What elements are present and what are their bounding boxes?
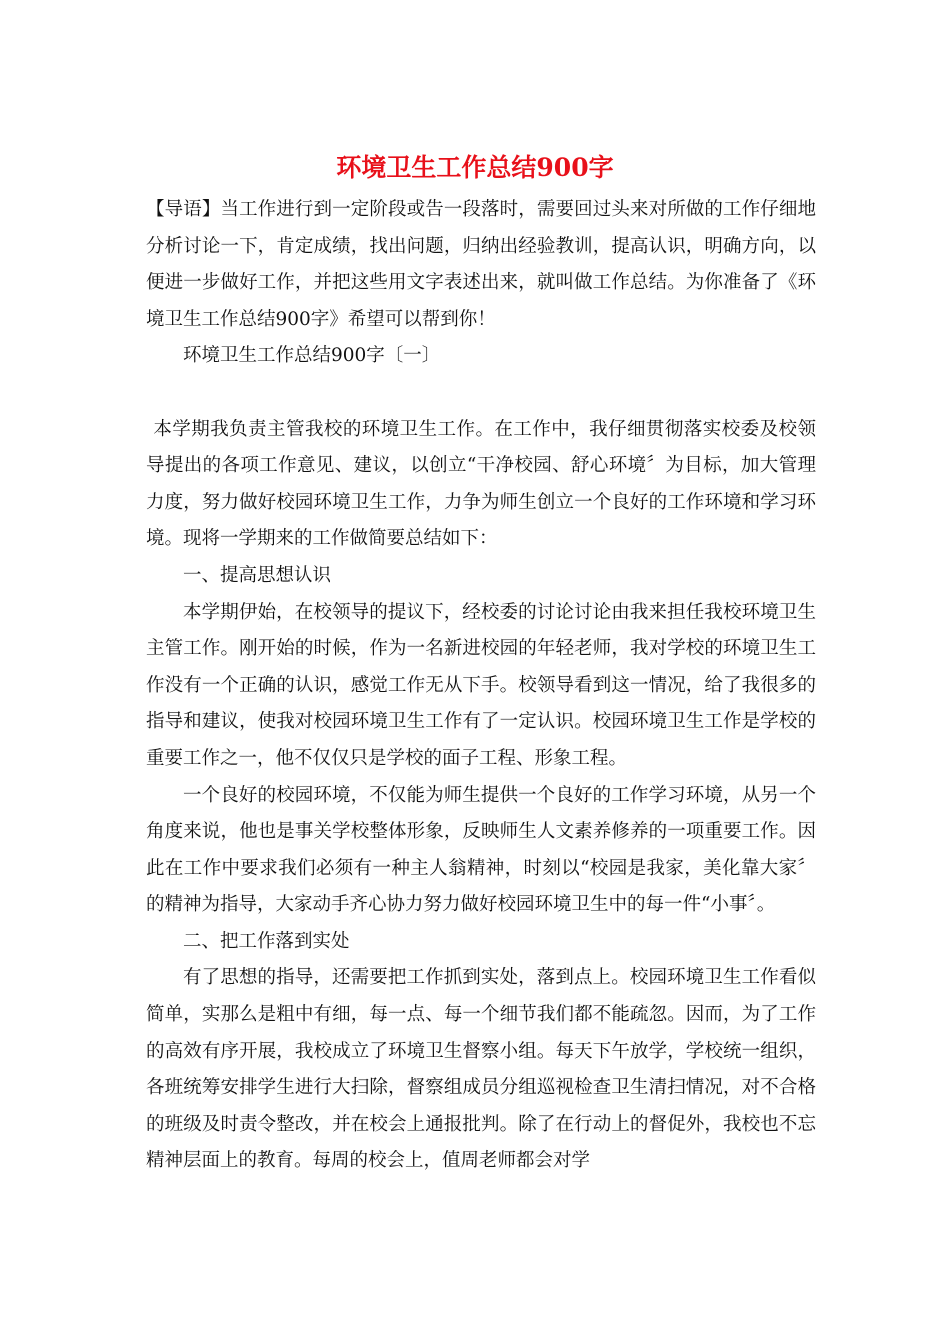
subsection-heading: 二、把工作落到实处 [183, 930, 350, 952]
blank-line [146, 375, 816, 412]
document-title: 环境卫生工作总结900字 [336, 153, 614, 182]
body-paragraph: 有了思想的指导，还需要把工作抓到实处，落到点上。校园环境卫生工作看似简单，实那么是粗中有细，每一点、每一个细节我们都不能疏忽。因而，为了工作的高效有序开展，我校成立了环境卫生督察小组。每天下午放学，学校统一组织，各班统筹安排学生进行大扫除，督察组成员分组巡视检查卫生清扫情况，对不合格的班级及时责令整改，并在校会上通报批判。除了在行动上的督促外，我校也不忘精神层面上的教育。每周的校会上，值周老师都会对学 [146, 967, 816, 1172]
body-paragraph: 一个良好的校园环境，不仅能为师生提供一个良好的工作学习环境，从另一个角度来说，他也是事关学校整体形象，反映师生人文素养修养的一项重要工作。因此在工作中要求我们必须有一种主人翁精神，时刻以“校园是我家，美化靠大家〞的精神为指导，大家动手齐心协力努力做好校园环境卫生中的每一件“小事〞。 [146, 784, 816, 916]
document-body [146, 192, 816, 1180]
section-title: 环境卫生工作总结900字〔一〕 [183, 345, 441, 367]
body-paragraph: 本学期伊始，在校领导的提议下，经校委的讨论讨论由我来担任我校环境卫生主管工作。刚开始的时候，作为一名新进校园的年轻老师，我对学校的环境卫生工作没有一个正确的认识，感觉工作无从下手。校领导看到这一情况，给了我很多的指导和建议，使我对校园环境卫生工作有了一定认识。校园环境卫生工作是学校的重要工作之一，他不仅仅只是学校的面子工程、形象工程。 [146, 601, 816, 769]
intro-paragraph: 【导语】当工作进行到一定阶段或告一段落时，需要回过头来对所做的工作仔细地分析讨论一下，肯定成绩，找出问题，归纳出经验教训，提高认识，明确方向，以便进一步做好工作，并把这些用文字表述出来，就叫做工作总结。为你准备了《环境卫生工作总结900字》希望可以帮到你！ [146, 199, 816, 330]
subsection-heading: 一、提高思想认识 [183, 564, 332, 586]
body-paragraph: 本学期我负责主管我校的环境卫生工作。在工作中，我仔细贯彻落实校委及校领导提出的各项工作意见、建议，以创立“干净校园、舒心环境〞为目标，加大管理力度，努力做好校园环境卫生工作，力争为师生创立一个良好的工作环境和学习环境。现将一学期来的工作做简要总结如下： [146, 418, 816, 550]
